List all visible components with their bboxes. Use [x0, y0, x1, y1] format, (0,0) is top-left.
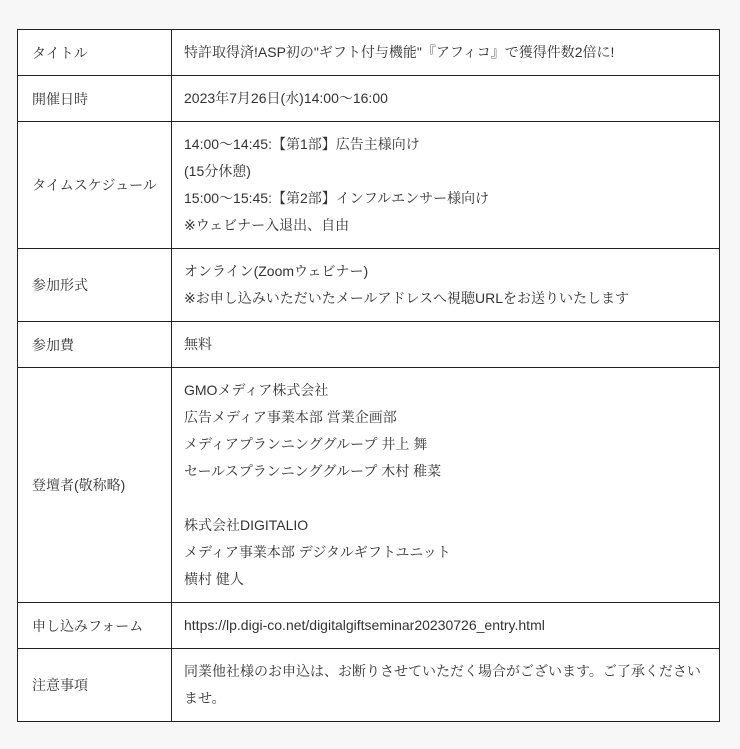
table-row — [18, 368, 720, 603]
event-info-table — [17, 29, 720, 722]
content-line: セールスプランニンググループ 木村 稚菜 — [184, 463, 442, 479]
row-label: 参加費 — [18, 322, 172, 368]
row-content — [172, 368, 720, 603]
row-label: 参加形式 — [18, 249, 172, 322]
event-table-body — [18, 30, 720, 722]
table-row — [18, 249, 720, 322]
table-row — [18, 649, 720, 722]
row-content — [172, 603, 720, 649]
row-label: 注意事項 — [18, 649, 172, 722]
content-line: https://lp.digi-co.net/digitalgiftseminar20230726_entry.html — [184, 617, 545, 633]
content-line: ※ウェビナー入退出、自由 — [184, 217, 350, 233]
row-label: 登壇者(敬称略) — [18, 368, 172, 603]
content-line: GMOメディア株式会社 — [184, 382, 329, 398]
row-content — [172, 649, 720, 722]
content-line: 広告メディア事業本部 営業企画部 — [184, 409, 397, 425]
table-row — [18, 603, 720, 649]
table-row — [18, 322, 720, 368]
content-line: 横村 健人 — [184, 571, 244, 587]
row-label: タイトル — [18, 30, 172, 76]
content-line: メディア事業本部 デジタルギフトユニット — [184, 544, 451, 560]
row-content — [172, 76, 720, 122]
row-content — [172, 122, 720, 249]
content-line: 2023年7月26日(水)14:00〜16:00 — [184, 90, 388, 106]
table-row — [18, 76, 720, 122]
table-row — [18, 122, 720, 249]
row-label: タイムスケジュール — [18, 122, 172, 249]
row-content — [172, 322, 720, 368]
row-label: 開催日時 — [18, 76, 172, 122]
content-line: 無料 — [184, 336, 212, 352]
content-line: オンライン(Zoomウェビナー) — [184, 263, 369, 279]
content-line: 同業他社様のお申込は、お断りさせていただく場合がございます。ご了承くださいませ。 — [184, 663, 701, 706]
row-label: 申し込みフォーム — [18, 603, 172, 649]
content-blank-line — [184, 485, 703, 512]
content-line: 株式会社DIGITALIO — [184, 517, 309, 533]
content-line: 14:00〜14:45:【第1部】広告主様向け — [184, 136, 420, 152]
content-line: ※お申し込みいただいたメールアドレスへ視聴URLをお送りいたします — [184, 290, 630, 306]
content-line: メディアプランニンググループ 井上 舞 — [184, 436, 428, 452]
content-line: 特許取得済!ASP初の"ギフト付与機能"『アフィコ』で獲得件数2倍に! — [184, 44, 615, 60]
row-content — [172, 30, 720, 76]
content-line: 15:00〜15:45:【第2部】インフルエンサー様向け — [184, 190, 490, 206]
row-content — [172, 249, 720, 322]
table-row — [18, 30, 720, 76]
content-line: (15分休憩) — [184, 163, 251, 179]
